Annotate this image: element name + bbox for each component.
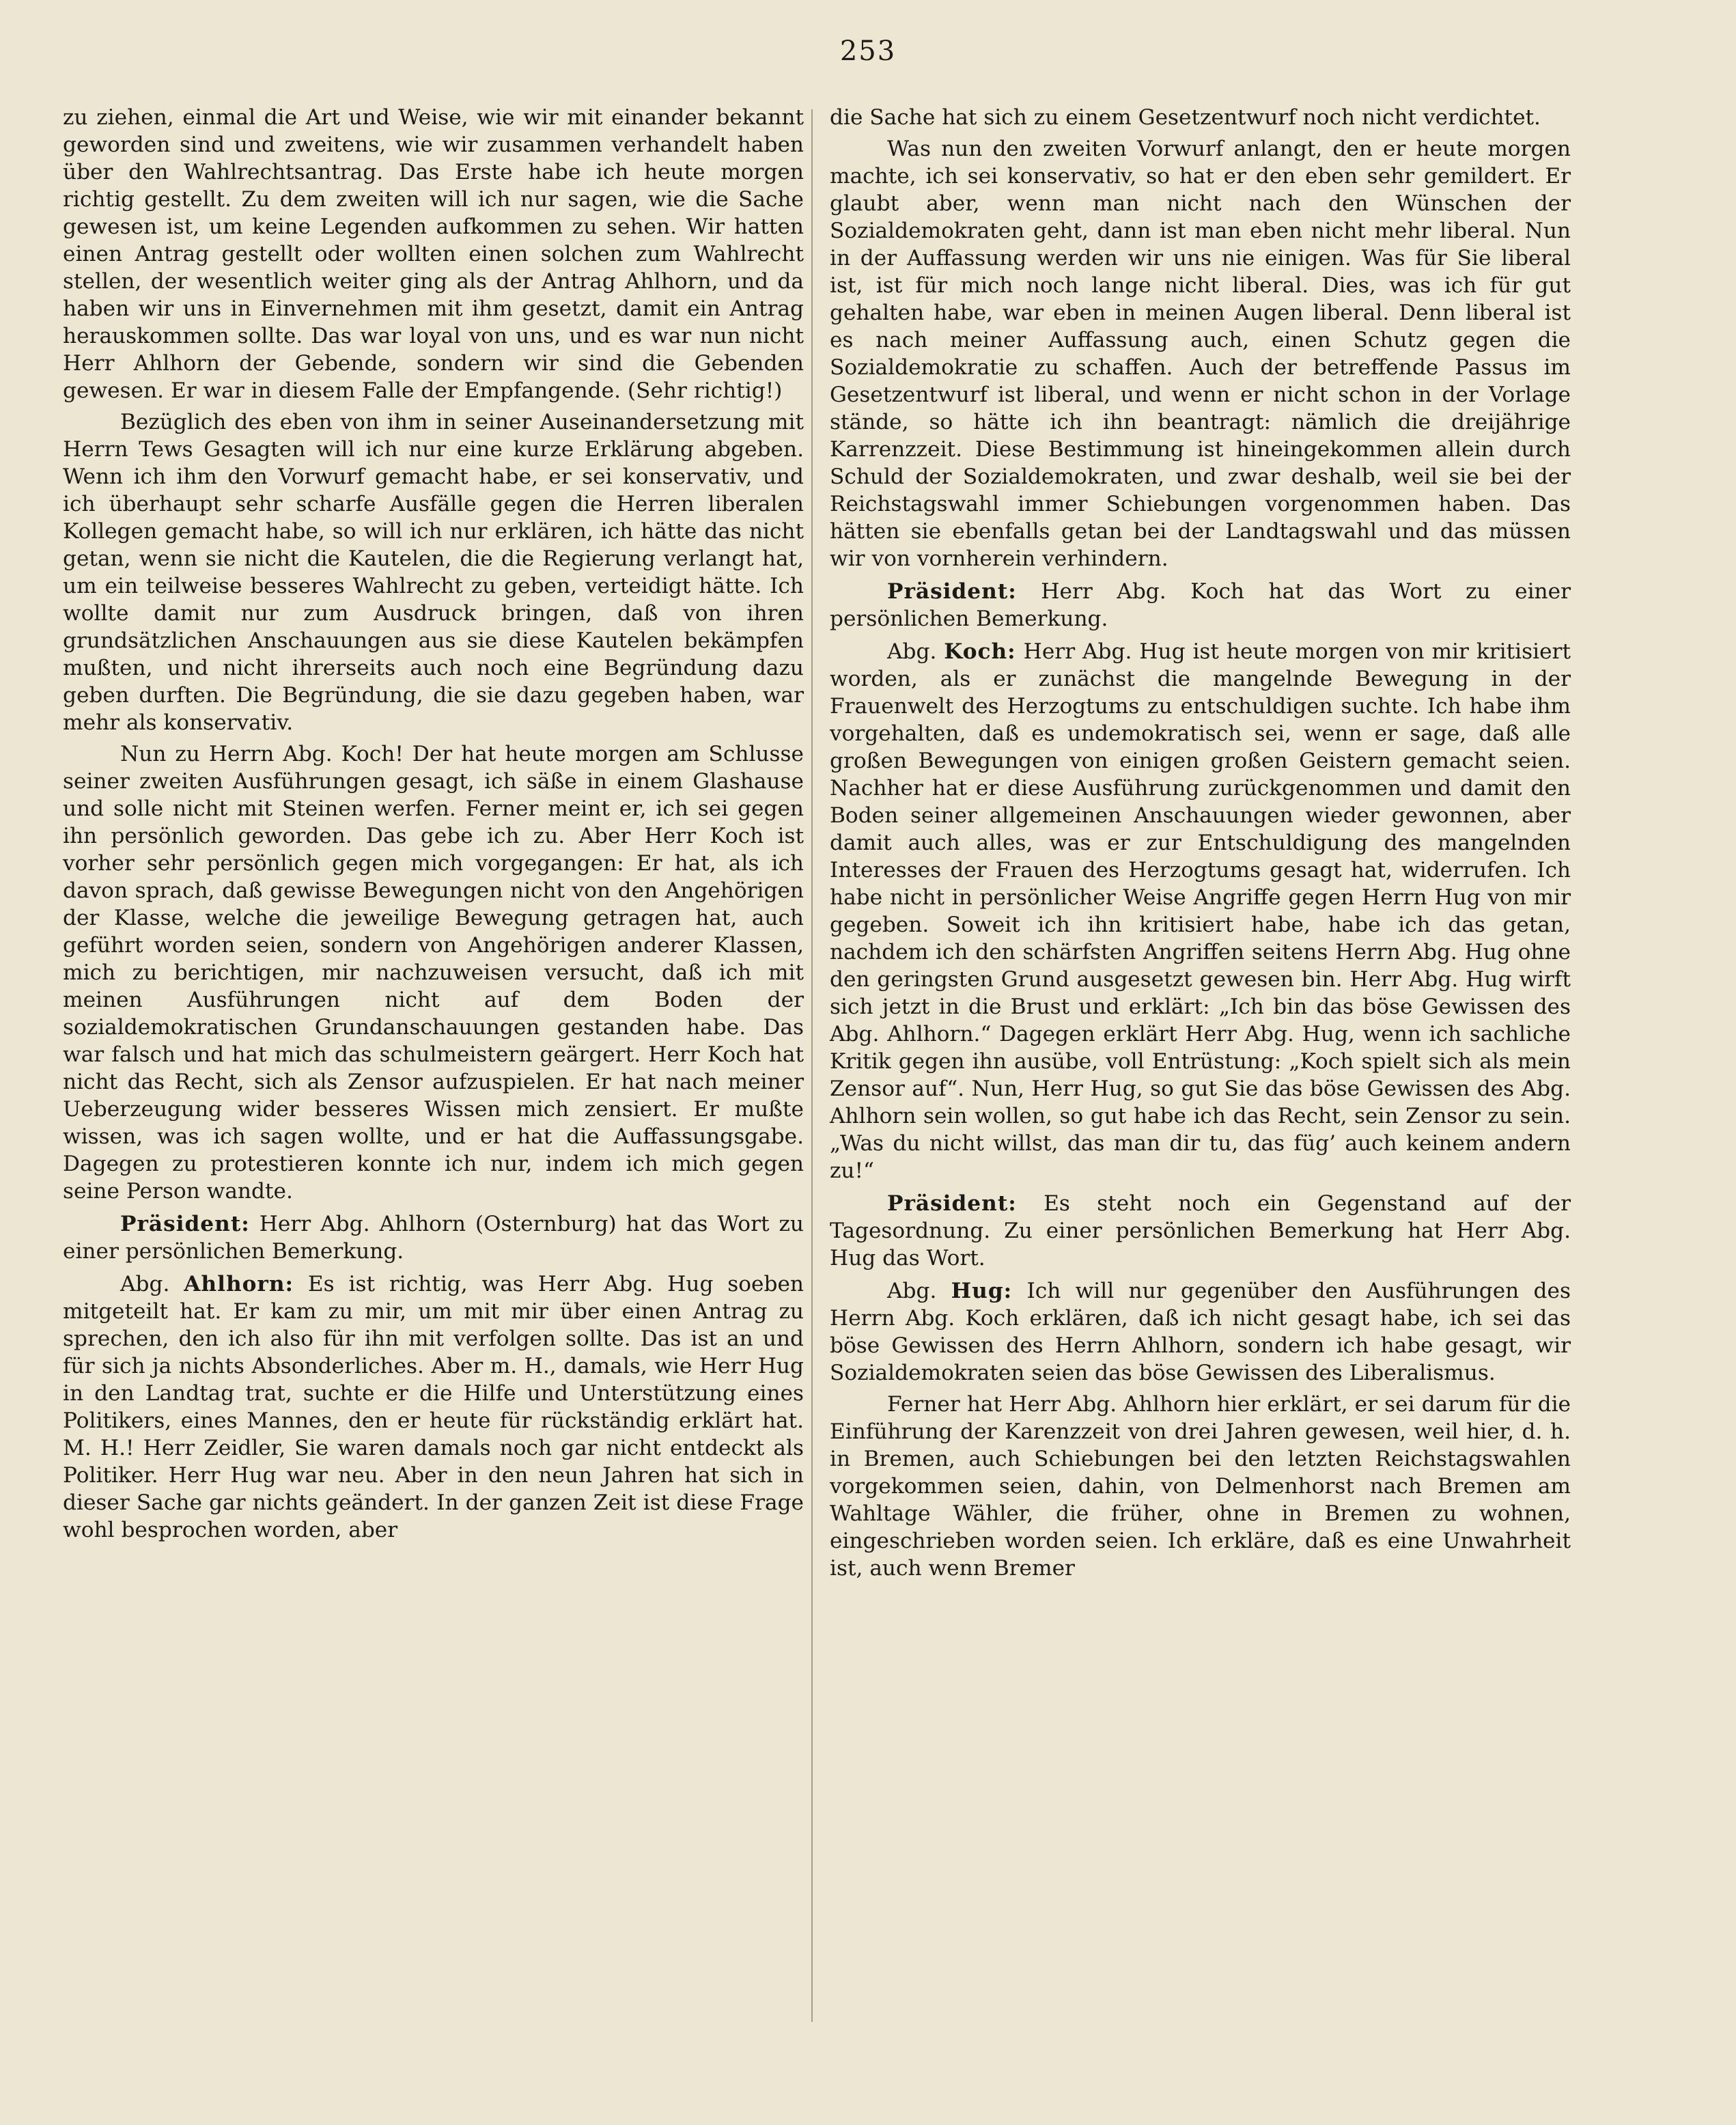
speech-text: Herr Abg. Hug ist heute morgen von mir kritisiert worden, als er zunächst die mangelnde Bewegung in der Frauenwelt des Herzogtums zu entschuldigen suchte. Ich habe ihm vorgehalten, daß es undemokratisch sei, wenn er sage, daß alle großen Bewegungen von einigen großen Geistern gemacht seien. Nachher hat er diese Ausführung zurückgenommen und damit den Boden seiner allgemeinen Anschauungen wieder gewonnen, aber damit auch alles, was er zur Entschuldigung des mangelnden Interesses der Frauen des Herzogtums gesagt hat, widerrufen. Ich habe nicht in persönlicher Weise Angriffe gegen Herrn Hug von mir gegeben. Soweit ich ihn kritisiert habe, habe ich das getan, nachdem ich den schärfsten Angriffen seitens Herrn Abg. Hug ohne den geringsten Grund ausgesetzt gewesen bin. Herr Abg. Hug wirft sich jetzt in die Brust und erklärt: „Ich bin das böse Gewissen des Abg. Ahlhorn.“ Dagegen erklärt Herr Abg. Hug, wenn ich sachliche Kritik gegen ihn ausübe, voll Entrüstung: „Koch spielt sich als mein Zensor auf“. Nun, Herr Hug, so gut Sie das böse Gewissen des Abg. Ahlhorn sein wollen, so gut habe ich das Recht, sein Zensor zu sein. „Was du nicht willst, das man dir tu, das füg’ auch keinem andern zu!“ <box>830 639 1571 1183</box>
paragraph: Nun zu Herrn Abg. Koch! Der hat heute morgen am Schlusse seiner zweiten Ausführungen gesagt, ich säße in einem Glashause und solle nicht mit Steinen werfen. Ferner meint er, ich sei gegen ihn persönlich geworden. Das gebe ich zu. Aber Herr Koch ist vorher sehr persönlich gegen mich vorgegangen: Er hat, als ich davon sprach, daß gewisse Bewegungen nicht von den Angehörigen der Klasse, welche die jeweilige Bewegung getragen hat, auch geführt worden seien, sondern von Angehörigen anderer Klassen, mich zu berichtigen, mir nachzuweisen versucht, daß ich mit meinen Ausführungen nicht auf dem Boden der sozialdemokratischen Grundanschauungen gestanden habe. Das war falsch und hat mich das schulmeistern geärgert. Herr Koch hat nicht das Recht, sich als Zensor aufzuspielen. Er hat nach meiner Ueberzeugung wider besseres Wissen mich zensiert. Er mußte wissen, was ich sagen wollte, und er hat die Auffassungsgabe. Dagegen zu protestieren konnte ich nur, indem ich mich gegen seine Person wandte. <box>63 742 804 1204</box>
speech-text: Herr Abg. Ahlhorn (Osternburg) hat das Wort zu einer persönlichen Bemerkung. <box>63 1212 804 1264</box>
speech-text: Ich will nur gegenüber den Ausführungen des Herrn Abg. Koch erklären, daß ich nicht gesagt habe, ich sei das böse Gewissen des Herrn Ahlhorn, sondern ich habe gesagt, wir Sozialdemokraten seien das böse Gewissen des Liberalismus. <box>830 1279 1571 1385</box>
left-column <box>63 104 804 1544</box>
speech-paragraph <box>830 638 1571 1184</box>
paragraph: zu ziehen, einmal die Art und Weise, wie wir mit einander bekannt geworden sind und zweitens, wie wir zusammen verhandelt haben über den Wahlrechtsantrag. Das Erste habe ich heute morgen richtig gestellt. Zu dem zweiten will ich nur sagen, wie die Sache gewesen ist, um keine Legenden aufkommen zu sehen. Wir hatten einen Antrag gestellt oder wollten einen solchen zum Wahlrecht stellen, der wesentlich weiter ging als der Antrag Ahlhorn, und da haben wir uns in Einvernehmen mit ihm gesetzt, damit ein Antrag herauskommen sollte. Das war loyal von uns, und es war nun nicht Herr Ahlhorn der Gebende, sondern wir sind die Gebenden gewesen. Er war in diesem Falle der Empfangende. (Sehr richtig!) <box>63 105 804 403</box>
speech-paragraph <box>63 1210 804 1265</box>
page-number: 253 <box>839 36 897 67</box>
paragraph: Was nun den zweiten Vorwurf anlangt, den er heute morgen machte, ich sei konservativ, so hat er den eben sehr gemildert. Er glaubt aber, wenn man nicht nach den Wünschen der Sozialdemokraten geht, dann ist man eben nicht mehr liberal. Nun in der Auffassung werden wir uns nie einigen. Was für Sie liberal ist, ist für mich noch lange nicht liberal. Dies, was ich für gut gehalten habe, war eben in meinen Augen liberal. Denn liberal ist es nach meiner Auffassung auch, einen Schutz gegen die Sozialdemokratie zu schaffen. Auch der betreffende Passus im Gesetzentwurf ist liberal, und wenn er nicht schon in der Vorlage stände, so hätte ich ihn beantragt: nämlich die dreijährige Karrenzzeit. Diese Bestimmung ist hineingekommen allein durch Schuld der Sozialdemokraten, und zwar deshalb, weil sie bei der Reichstagswahl immer Schiebungen vorgenommen haben. Das hätten sie ebenfalls getan bei der Landtagswahl und das müssen wir von vornherein verhindern. <box>830 137 1571 571</box>
speech-paragraph <box>830 578 1571 633</box>
speech-text: Es ist richtig, was Herr Abg. Hug soeben mitgeteilt hat. Er kam zu mir, um mit mir über einen Antrag zu sprechen, den ich also für ihn mit verfolgen sollte. Das ist an und für sich ja nichts Absonderliches. Aber m. H., damals, wie Herr Hug in den Landtag trat, suchte er die Hilfe und Unterstützung eines Politikers, eines Mannes, den er heute für rückständig erklärt hat. M. H.! Herr Zeidler, Sie waren damals noch gar nicht entdeckt als Politiker. Herr Hug war neu. Aber in den neun Jahren hat sich in dieser Sache gar nichts geändert. In der ganzen Zeit ist diese Frage wohl besprochen worden, aber <box>63 1272 804 1542</box>
speaker-name: Präsident: <box>887 1191 1017 1216</box>
speech-paragraph <box>830 1190 1571 1272</box>
speaker-name: Präsident: <box>120 1212 250 1236</box>
right-column <box>830 104 1571 1582</box>
speaker-prefix: Abg. <box>887 639 937 664</box>
speech-paragraph <box>830 1277 1571 1387</box>
paragraph: die Sache hat sich zu einem Gesetzentwurf noch nicht verdichtet. <box>830 105 1541 130</box>
speech-text: Herr Abg. Koch hat das Wort zu einer persönlichen Bemerkung. <box>830 579 1571 631</box>
speaker-prefix: Abg. <box>887 1279 937 1303</box>
paragraph: Bezüglich des eben von ihm in seiner Auseinandersetzung mit Herrn Tews Gesagten will ich nur eine kurze Erklärung abgeben. Wenn ich ihm den Vorwurf gemacht habe, er sei konservativ, und ich überhaupt sehr scharfe Ausfälle gegen die Herren liberalen Kollegen gemacht habe, so will ich nur erklären, ich hätte das nicht getan, wenn sie nicht die Kautelen, die die Regierung verlangt hat, um ein teilweise besseres Wahlrecht zu geben, verteidigt hätte. Ich wollte damit nur zum Ausdruck bringen, daß von ihren grundsätzlichen Anschauungen aus sie diese Kautelen bekämpfen mußten, und nicht ihrerseits auch noch eine Begründung dazu geben durften. Die Begründung, die sie dazu gegeben haben, war mehr als konservativ. <box>63 410 804 735</box>
speaker-name: Koch: <box>944 639 1016 664</box>
speaker-name: Ahlhorn: <box>184 1272 294 1296</box>
speaker-prefix: Abg. <box>120 1272 170 1296</box>
speaker-name: Hug: <box>951 1279 1013 1303</box>
speaker-name: Präsident: <box>887 579 1017 604</box>
speech-paragraph <box>63 1270 804 1544</box>
column-divider <box>811 109 813 2022</box>
speech-text: Es steht noch ein Gegenstand auf der Tagesordnung. Zu einer persönlichen Bemerkung hat Herr Abg. Hug das Wort. <box>830 1191 1571 1270</box>
paragraph: Ferner hat Herr Abg. Ahlhorn hier erklärt, er sei darum für die Einführung der Karenzzeit von drei Jahren gewesen, weil hier, d. h. in Bremen, auch Schiebungen bei den letzten Reichstagswahlen vorgekommen seien, dahin, von Delmenhorst nach Bremen am Wahltage Wähler, die früher, ohne in Bremen zu wohnen, eingeschrieben worden seien. Ich erkläre, daß es eine Unwahrheit ist, auch wenn Bremer <box>830 1392 1571 1581</box>
